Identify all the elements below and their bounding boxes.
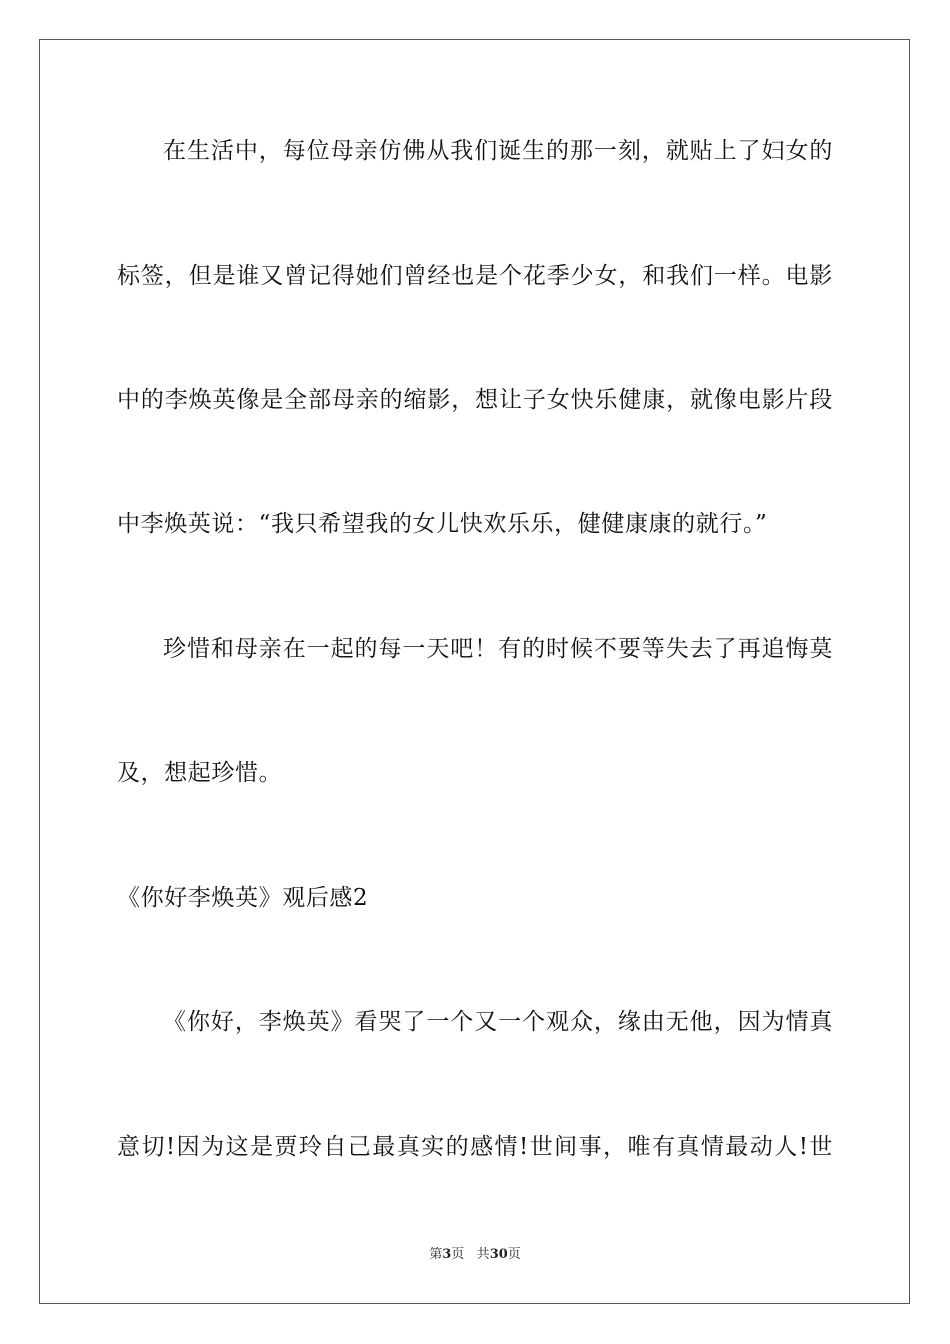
paragraph-1-line-2: 标签，但是谁又曾记得她们曾经也是个花季少女，和我们一样。电影 <box>117 263 833 289</box>
paragraph-1-line-1: 在生活中，每位母亲仿佛从我们诞生的那一刻，就贴上了妇女的 <box>163 138 833 164</box>
page-suffix: 页 <box>451 1247 465 1262</box>
paragraph-2-line-2: 及，想起珍惜。 <box>117 760 283 786</box>
page-border <box>39 39 910 1304</box>
paragraph-3-line-2: 意切!因为这是贾玲自己最真实的感情!世间事，唯有真情最动人!世 <box>117 1134 833 1160</box>
section-heading: 《你好李焕英》观后感2 <box>117 885 369 911</box>
page-prefix: 第 <box>429 1247 443 1262</box>
paragraph-1-line-3: 中的李焕英像是全部母亲的缩影，想让子女快乐健康，就像电影片段 <box>117 387 833 413</box>
total-pages: 30 <box>489 1247 508 1262</box>
page-number: 3 <box>442 1247 452 1262</box>
page-footer <box>0 1246 950 1264</box>
total-prefix: 共 <box>476 1247 490 1262</box>
paragraph-1-line-4: 中李焕英说：“我只希望我的女儿快欢乐乐，健健康康的就行。” <box>117 511 768 537</box>
total-suffix: 页 <box>507 1247 521 1262</box>
paragraph-3-line-1: 《你好，李焕英》看哭了一个又一个观众，缘由无他，因为情真 <box>163 1009 833 1035</box>
paragraph-2-line-1: 珍惜和母亲在一起的每一天吧！有的时候不要等失去了再追悔莫 <box>163 636 833 662</box>
